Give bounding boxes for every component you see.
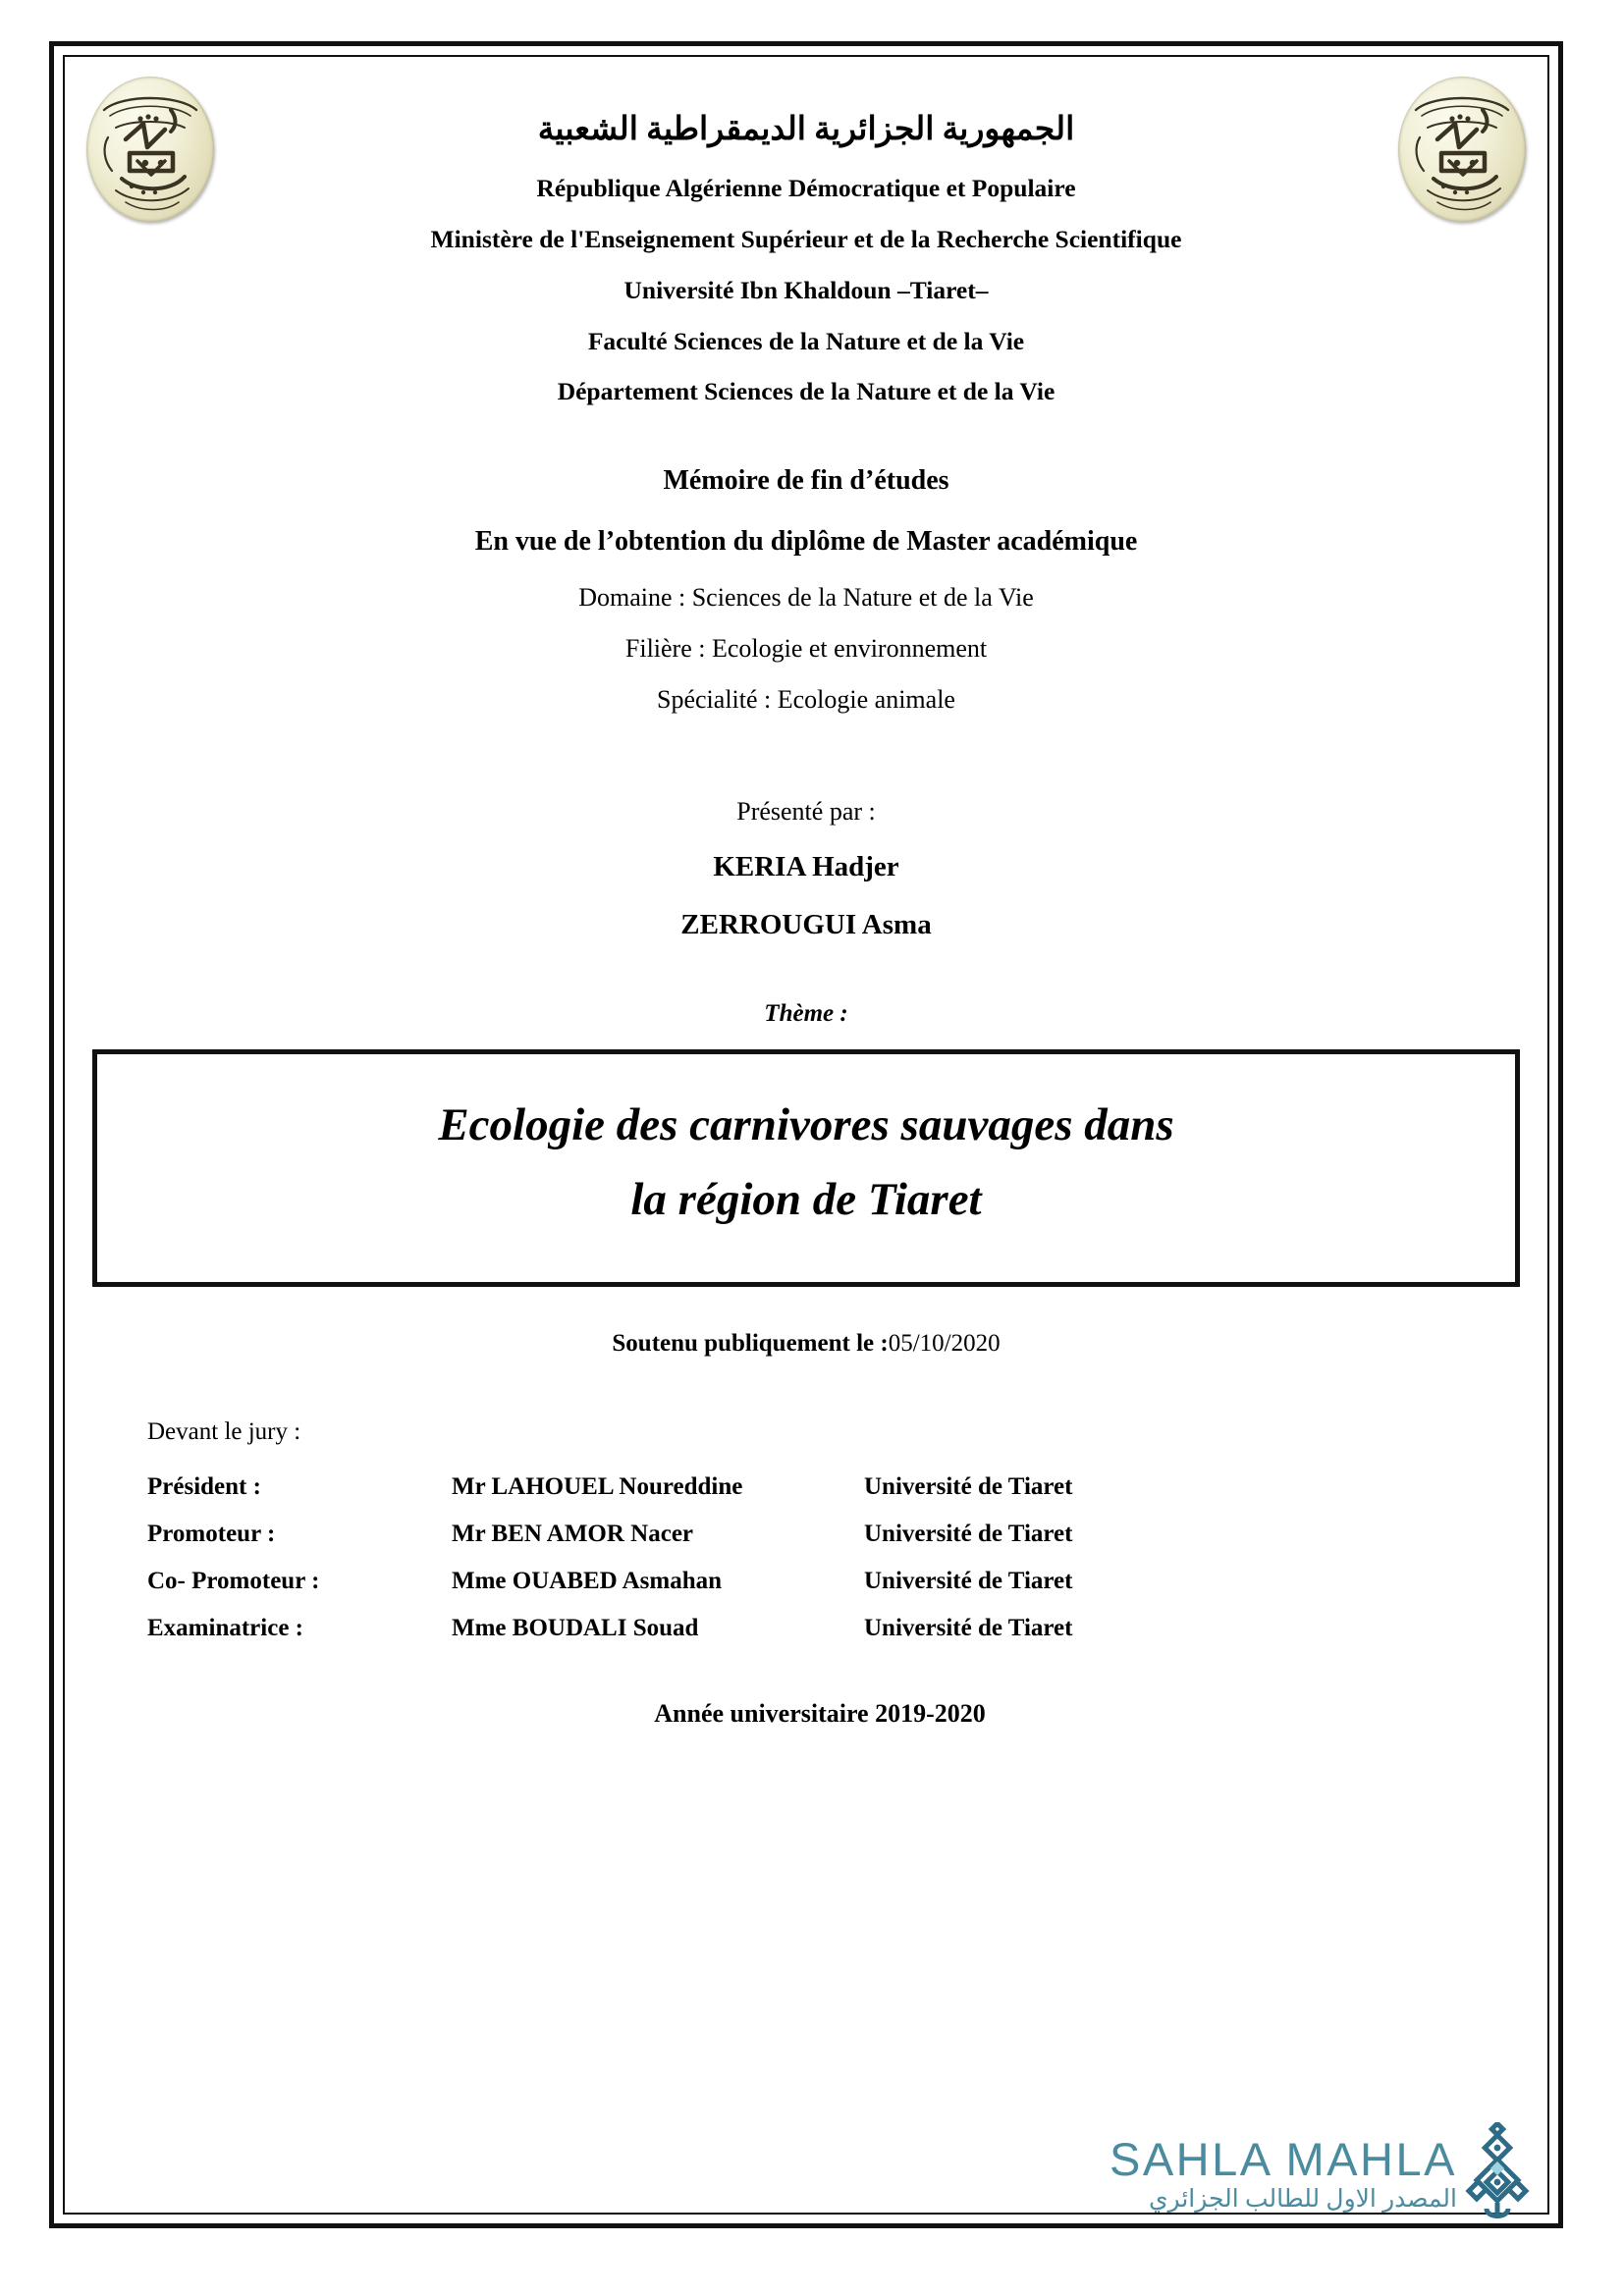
jury-affiliation: Université de Tiaret: [864, 1520, 1073, 1547]
defense-date-line: [69, 1330, 1543, 1358]
header-ministry: Ministère de l'Enseignement Supérieur et de la Recherche Scientifique: [430, 224, 1182, 253]
university-seal-left-icon: [86, 77, 214, 222]
theme-title-line-1: Ecologie des carnivores sauvages dans: [438, 1098, 1174, 1150]
theme-title-box: [92, 1049, 1520, 1287]
defense-date: 05/10/2020: [888, 1329, 1001, 1357]
jury-member-name: Mme BOUDALI Souad: [452, 1614, 699, 1641]
jury-table: [147, 1464, 1534, 1652]
defense-label: Soutenu publiquement le :: [612, 1329, 889, 1357]
header-university: Université Ibn Khaldoun –Tiaret–: [623, 276, 989, 304]
jury-member-name: Mme OUABED Asmahan: [452, 1567, 723, 1594]
cover-page-content: [69, 59, 1543, 2218]
memoire-filiere: Filière : Ecologie et environnement: [624, 633, 988, 663]
jury-role: Promoteur :: [147, 1520, 276, 1547]
author-name-1: KERIA Hadjer: [713, 850, 899, 882]
presented-by-label: Présenté par :: [736, 796, 876, 826]
header-faculty: Faculté Sciences de la Nature et de la Vie: [587, 326, 1025, 355]
jury-affiliation: Université de Tiaret: [864, 1567, 1073, 1594]
watermark-arabic-text: المصدر الاول للطالب الجزائري: [1148, 2185, 1457, 2213]
authors-block: [69, 797, 1543, 941]
header-arabic-republic: الجمهورية الجزائرية الديمقراطية الشعبية: [537, 112, 1075, 147]
table-row: [147, 1558, 1534, 1605]
academic-year: Année universitaire 2019-2020: [654, 1698, 986, 1728]
jury-member-name: Mr BEN AMOR Nacer: [452, 1520, 694, 1547]
theme-label: Thème :: [764, 999, 848, 1027]
table-row: [147, 1464, 1534, 1511]
memoire-specialite: Spécialité : Ecologie animale: [657, 684, 955, 714]
jury-role: Co- Promoteur :: [147, 1567, 320, 1594]
jury-section: [69, 1418, 1543, 1652]
institution-header: [69, 59, 1543, 404]
jury-affiliation: Université de Tiaret: [864, 1614, 1073, 1641]
memoire-title: Mémoire de fin d’études: [663, 464, 949, 496]
author-name-2: ZERROUGUI Asma: [680, 908, 932, 940]
jury-role: Examinatrice :: [147, 1614, 303, 1641]
memoire-block: [69, 465, 1543, 715]
table-row: [147, 1605, 1534, 1652]
watermark-text: [1109, 2132, 1457, 2213]
theme-title-line-2: la région de Tiaret: [630, 1173, 982, 1225]
header-department: Département Sciences de la Nature et de la Vie: [557, 377, 1056, 405]
memoire-subtitle: En vue de l’obtention du diplôme de Master académique: [474, 525, 1138, 557]
sahla-mahla-diamond-icon: [1461, 2122, 1534, 2224]
jury-member-name: Mr LAHOUEL Noureddine: [452, 1472, 743, 1500]
header-republic: République Algérienne Démocratique et Populaire: [536, 174, 1076, 202]
jury-affiliation: Université de Tiaret: [864, 1472, 1073, 1500]
watermark-latin-text: SAHLA MAHLA: [1109, 2132, 1457, 2185]
jury-intro-label: Devant le jury :: [147, 1417, 301, 1445]
table-row: [147, 1511, 1534, 1558]
memoire-domaine: Domaine : Sciences de la Nature et de la Vie: [578, 582, 1034, 612]
sahla-mahla-watermark: [1110, 2122, 1534, 2224]
university-seal-right-icon: [1398, 77, 1526, 222]
jury-role: Président :: [147, 1472, 261, 1500]
